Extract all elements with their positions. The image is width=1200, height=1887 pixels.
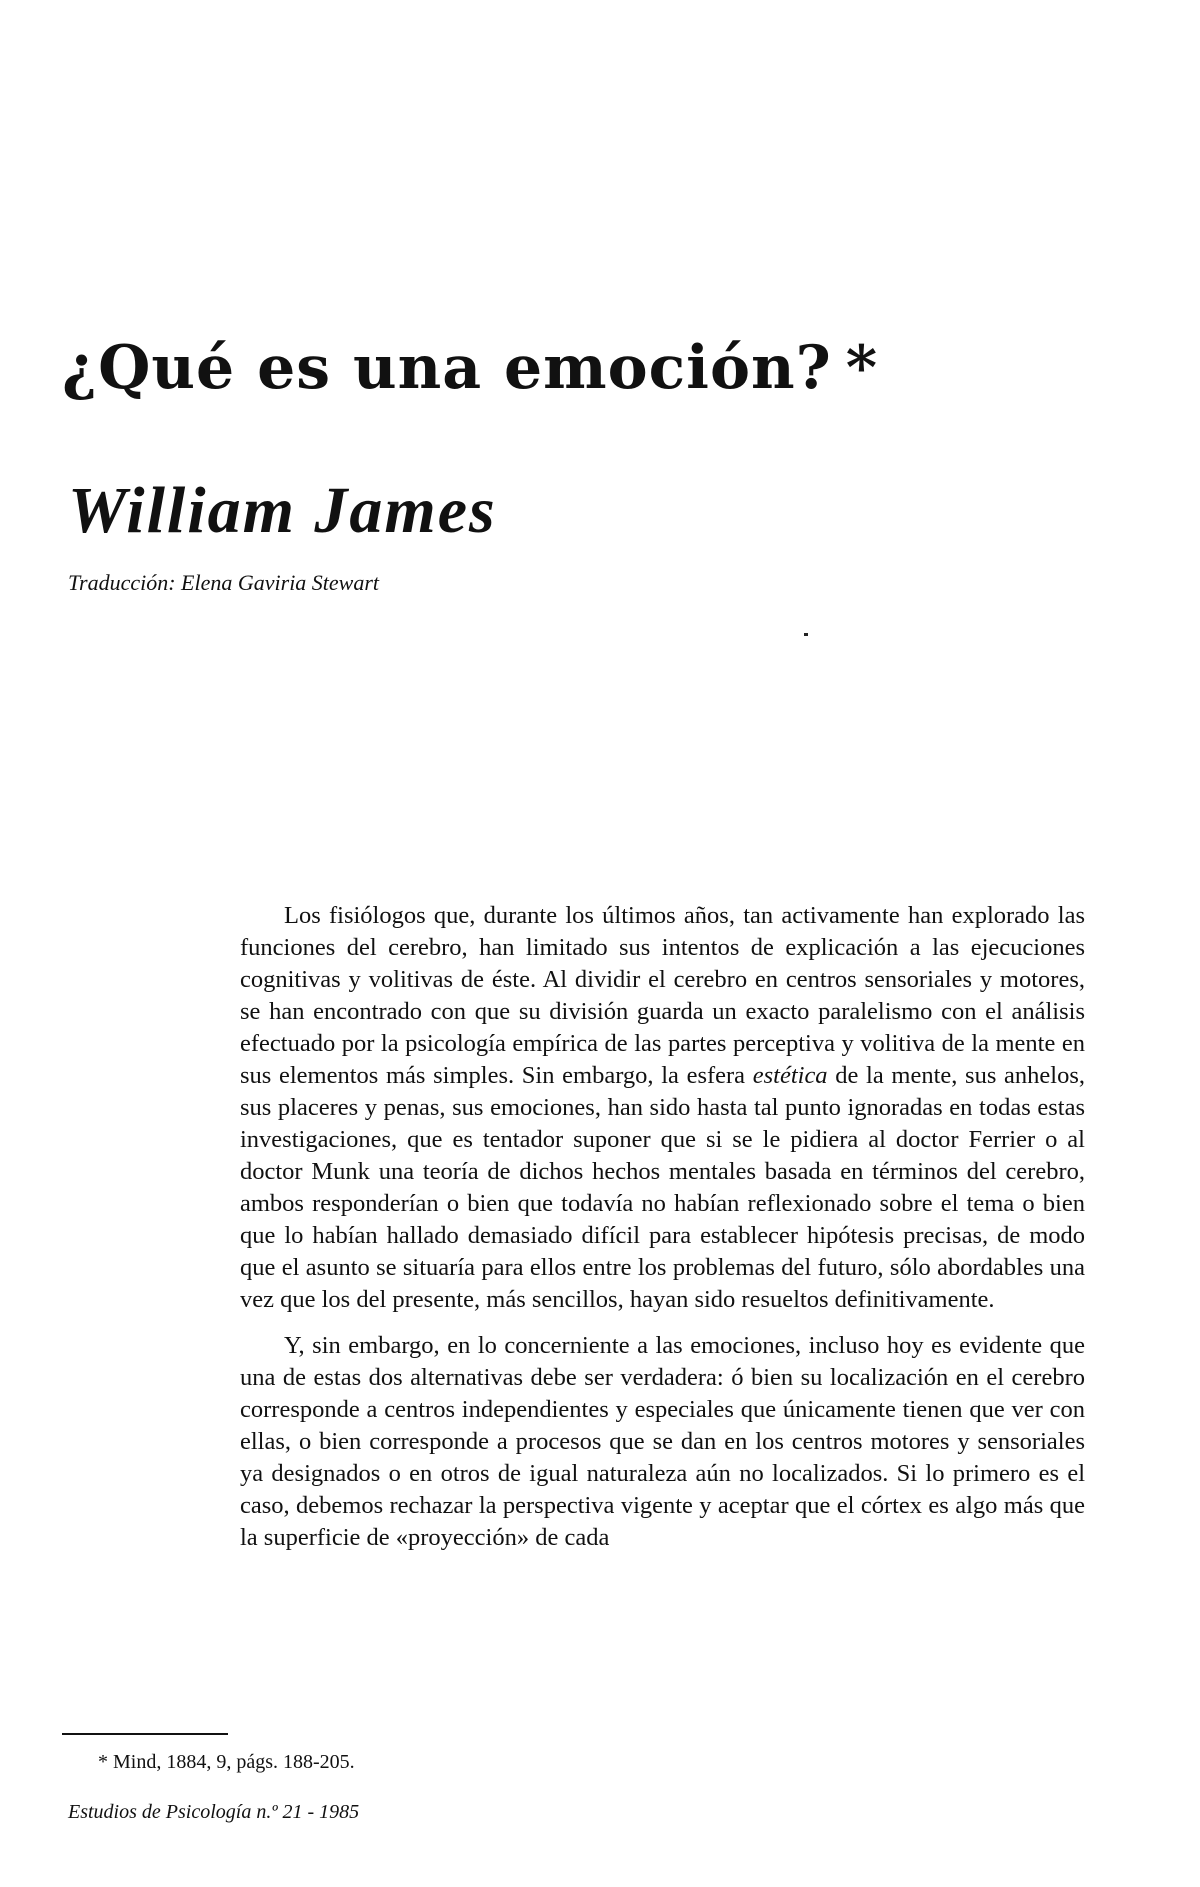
article-title-text: ¿Qué es una emoción? (62, 333, 832, 403)
title-footnote-marker: * (845, 333, 879, 403)
p1-italic-term: estética (752, 1062, 828, 1089)
p1-text-start: Los fisiólogos que, durante los últimos años, tan activamente han explorado las funciones del cerebro, han limitado sus intentos de explicación a las ejecuciones cognitivas y volitivas de éste. Al dividir el cerebro en centros sensoriales y motores, se han encontrado con que su división guarda un exacto paralelismo con el análisis efectuado por la psicología empírica de las partes perceptiva y volitiva de la mente en sus elementos más simples. Sin embargo, la esfera (240, 902, 1085, 1089)
translation-credit: Traducción: Elena Gaviria Stewart (68, 570, 380, 595)
body-paragraph-2: Y, sin embargo, en lo concerniente a las emociones, incluso hoy es evidente que una de estas dos alternativas debe ser verdadera: ó bien su localización en el cerebro corresponde a centros independientes y especiales que únicamente tienen que ver con ellas, o bien corresponde a procesos que se dan en los centros motores y sensoriales ya designados o en otros de igual naturaleza aún no localizados. Si lo primero es el caso, debemos rechazar la perspectiva vigente y aceptar que el córtex es algo más que la superficie de «proyección» de cada (240, 1332, 1085, 1551)
footnote: * Mind, 1884, 9, págs. 188-205. (98, 1751, 355, 1773)
article-author: William James (68, 474, 497, 547)
journal-footer: Estudios de Psicología n.º 21 - 1985 (68, 1801, 360, 1823)
p1-text-end: de la mente, sus anhelos, sus placeres y penas, sus emociones, han sido hasta tal punto ignoradas en todas estas investigaciones, que es tentador suponer que si se le pidiera al doctor Ferrier o al doctor Munk una teoría de dichos hechos mentales basada en términos del cerebro, ambos responderían o bien que todavía no habían reflexionado sobre el tema o bien que lo habían hallado demasiado difícil para establecer hipótesis precisas, de modo que el asunto se situaría para ellos entre los problemas del futuro, sólo abordables una vez que los del presente, más sencillos, hayan sido resueltos definitivamente. (240, 1062, 1086, 1313)
body-paragraph-1 (240, 900, 1085, 1316)
article-body (240, 900, 1085, 1568)
print-speck (804, 633, 808, 636)
footnote-divider (62, 1733, 228, 1735)
article-title (62, 335, 878, 401)
